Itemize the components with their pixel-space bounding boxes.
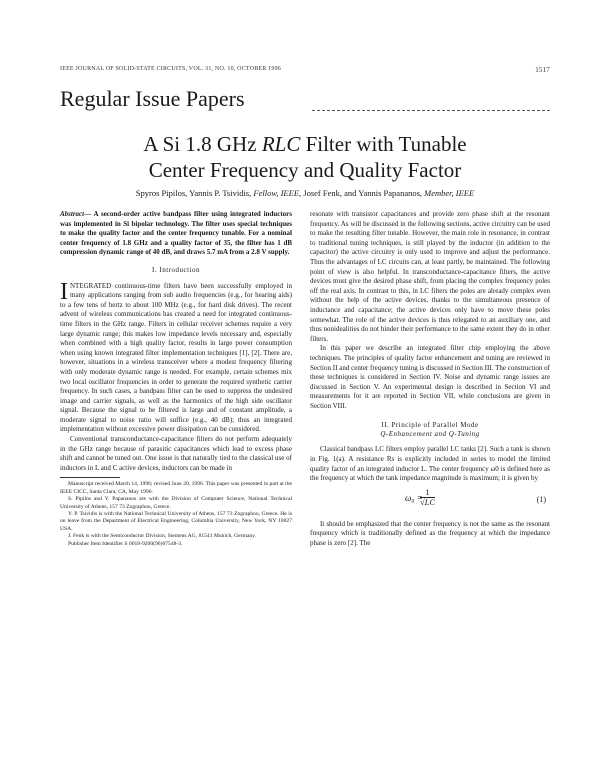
author-list <box>60 188 550 198</box>
right-paragraph-4: It should be emphasized that the center frequency is not the same as the resonant frequency which is traditionally defined as the frequency at which the impedance phase is zero [2]. The <box>310 519 550 548</box>
intro-p1-text: NTEGRATED continuous-time filters have been successfully employed in many applications ranging from sub audio frequencies (e.g., for hearing aids) to a few tens of hertz to about 100 MHz (e.g., for hard disk drives). The recent advent of wireless communications has created a need for integrated continuous-time filters in the GHz range. Filters in cellular receiver schemes require a very large dynamic range; this makes low impedance levels necessary and, especially when combined with a high quality factor, results in large power consumption when using known integrated filter implementation techniques [1], [2]. There are, however, situations in a wireless transceiver where a modest frequency filtering with only moderate dynamic range is needed. For example, certain schemes mix two local oscillator frequencies in order to generate the required synthetic carrier frequency. In such cases, a bandpass filter can be used to suppress the undesired image and carrier signals, as well as the harmonics of the high side oscillator signal. Because the signal to be filtered is large and of constant amplitude, a moderate signal to noise ratio will suffice (e.g., 40 dB); thus an integrated implementation without excessive power dissipation can be considered. <box>60 281 292 434</box>
abstract <box>60 210 292 258</box>
left-column <box>60 210 292 548</box>
author-title-2: Member, IEEE <box>424 188 475 198</box>
right-paragraph-2: In this paper we describe an integrated filter chip employing the above techniques. The principles of quality factor enhancement and tuning are reviewed in Section II and center frequency tuning is discussed in Section III. The construction of these techniques is considered in Section IV. Noise and dynamic range issues are discussed in Section V. An experimental design is described in Section VI and measurements for it are reported in Section VII, while conclusions are given in Section VIII. <box>310 344 550 410</box>
principle-heading-line-1: II. Principle of Parallel Mode <box>381 421 479 430</box>
right-paragraph-3: Classical bandpass LC filters employ parallel LC tanks [2]. Such a tank is shown in Fig. 1(a). A resistance Rs is explicitly included in series to model the limited quality factor of an integrated inductor L. The center frequency ω0 is defined here as the frequency at which the tank impedance magnitude is maximum; it is given by <box>310 445 550 483</box>
running-head <box>60 66 550 78</box>
author-title-1: Fellow, IEEE, <box>253 188 302 198</box>
right-paragraph-1: resonate with transistor capacitances and provide zero phase shift at the resonant frequency. As will be discussed in the following sections, active circuitry can be used to make the resulting filter tunable. However, the main role in resonance, in contrast to traditional tuning techniques, is still played by the inductor (in addition to the capacitor) the active circuitry is only used to improve and adjust the performance. Thus the advantages of LC circuits can, at least partly, be maintained. The following point of view is also helpful. In transconductance-capacitance filters, the active devices must give the desired phase shift, from placing the complex frequency poles off the real axis. In contrast to this, in LC filters the poles are already complex even without the help of the active devices, thanks to the simultaneous presence of inductance and capacitance; the active devices only have to move these poles somewhat. The role of the active devices is thus relegated to an auxiliary one, and thus nonidealities do not hinder their performance to the same extent they do in other filters. <box>310 210 550 343</box>
equation-numerator: 1 <box>420 488 435 499</box>
section-heading <box>60 86 550 116</box>
equation-1 <box>310 488 550 516</box>
title-pre: A Si 1.8 GHz <box>143 132 262 156</box>
principle-heading-line-2: Q-Enhancement and Q-Tuning <box>380 430 480 439</box>
section-heading-intro: I. Introduction <box>152 265 200 274</box>
footnote-fenk: J. Fenk is with the Semiconductor Division, Siemens AG, 81541 Munich, Germany. <box>68 533 256 540</box>
journal-running-title: IEEE JOURNAL OF SOLID-STATE CIRCUITS, VOL. 31, NO. 10, OCTOBER 1996 <box>60 66 281 72</box>
equation-denominator: √LC <box>420 497 436 508</box>
section-rule <box>312 110 550 111</box>
abstract-label: Abstract <box>60 210 85 218</box>
title-rlc: RLC <box>261 132 301 156</box>
footnote-publisher-id: Publisher Item Identifier S 0018-9200(96)07548-3. <box>68 540 183 547</box>
abstract-text: — A second-order active bandpass filter using integrated inductors was implemented in Si bipolar technology. The filter uses special techniques to make the quality factor and the center frequency tunable. For a nominal center frequency of 1.8 GHz and a quality factor of 35, the filter has 1 dB compression dynamic range of 40 dB, and draws 5.7 mA from a 2.8 V supply. <box>60 210 292 257</box>
drop-cap: I <box>60 278 68 305</box>
title-line-2: Center Frequency and Quality Factor <box>148 158 462 182</box>
intro-paragraph-2: Conventional transconductance-capacitance filters do not perform adequately in the GHz range because of parasitic capacitances which lead to excess phase shift and cannot be tuned out. One issue is that naturally tied to the classical use of inductors in L and C active devices, inductors can be made in <box>60 435 292 472</box>
intro-paragraph-1 <box>60 278 292 436</box>
footnotes <box>60 481 292 548</box>
authors-part-2: Josef Fenk, and Yannis Papananos, <box>301 188 425 198</box>
equation-fraction <box>420 488 435 508</box>
section-heading-principle <box>310 421 550 439</box>
footnote-tsividis: Y. P. Tsividis is with the National Technical University of Athens, 157 73 Zographou, Greece. He is on leave from the Department of Electrical Engineering, Columbia University, New York, NY 10027 USA. <box>60 511 292 532</box>
page-number: 1517 <box>535 66 550 74</box>
section-label: Regular Issue Papers <box>60 86 245 111</box>
title-post: Filter with Tunable <box>300 132 467 156</box>
paper-title <box>60 131 550 183</box>
footnote-pipilos: S. Pipilos and Y. Papananos are with the Division of Computer Science, National Technical University of Athens, 157 73 Zographou, Greece. <box>60 496 292 510</box>
footnote-rule <box>60 477 120 478</box>
equation-lhs: ω₀ = <box>405 492 423 503</box>
right-column <box>310 210 550 549</box>
authors-part-1: Spyros Pipilos, Yannis P. Tsividis, <box>135 188 254 198</box>
footnote-received: Manuscript received March 14, 1996; revised June 20, 1996. This paper was presented in part at the IEEE CICC, Santa Clara, CA, May 1996. <box>60 481 292 495</box>
equation-number: (1) <box>536 494 546 504</box>
title-line-1 <box>60 131 550 157</box>
